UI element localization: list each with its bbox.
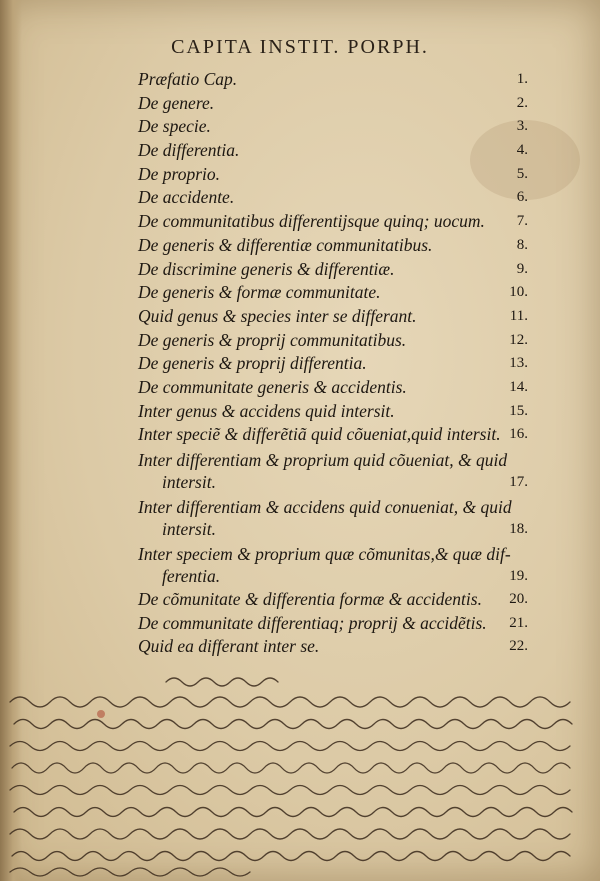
toc-entry-number: 18. [509, 521, 528, 537]
toc-entry [138, 376, 538, 400]
toc-entry [138, 447, 538, 494]
toc-entry-number: 10. [509, 284, 528, 301]
toc-entry-label: Præfatio Cap. [138, 69, 238, 89]
toc-entry-line2: intersit. [162, 472, 216, 492]
toc-entry [138, 186, 538, 210]
toc-entry-label: De genere. [138, 92, 215, 113]
toc-entry [138, 163, 538, 187]
toc-entry [138, 635, 538, 659]
toc-entry-number: 16. [509, 426, 528, 443]
toc-entry [138, 115, 538, 139]
toc-entry-label: De generis & differentiæ communitatibus. [138, 234, 433, 255]
toc-entry-label: De specie. [138, 116, 211, 137]
toc-entry-label: De accidente. [138, 187, 235, 208]
toc-entry-number: 8. [516, 236, 528, 253]
toc-entry-label: Quid genus & species inter se differant. [138, 305, 417, 326]
toc-entry-line1: Inter differentiam & proprium quid cõueniat, & quid [138, 450, 508, 470]
toc-entry-line1: Inter speciem & proprium quæ cõmunitas,& quæ dif- [138, 544, 511, 564]
toc-entry-number: 6. [516, 189, 528, 206]
toc-entry [138, 494, 538, 541]
toc-entry-number: 19. [509, 568, 528, 584]
toc-entry-number: 20. [509, 591, 528, 607]
handwritten-annotations [6, 672, 596, 877]
toc-entry-number: 11. [509, 307, 528, 324]
toc-entry [138, 139, 538, 163]
toc-entry-label [138, 496, 528, 540]
toc-entry-label: Inter genus & accidens quid intersit. [138, 400, 395, 421]
toc-entry-number: 14. [509, 378, 528, 395]
toc-entry [138, 258, 538, 282]
toc-entry-number: 21. [509, 614, 528, 631]
toc-entry-label: De generis & proprij differentia. [138, 353, 367, 374]
toc-entry-number: 1. [516, 71, 528, 87]
toc-entry-label: De proprio. [138, 163, 220, 184]
toc-entry-line1: Inter differentiam & accidens quid conueniat, & quid [138, 497, 512, 517]
toc-entry-label: De cõmunitate & differentia formæ & accidentis. [138, 589, 482, 609]
toc-entry-number: 7. [516, 213, 528, 230]
toc-entry-label: Quid ea differant inter se. [138, 636, 320, 657]
toc-entry-number: 22. [509, 638, 528, 655]
toc-entry [138, 588, 538, 612]
toc-entry-label: De discrimine generis & differentiæ. [138, 258, 395, 279]
toc-entry-label [138, 449, 528, 493]
toc-entry [138, 400, 538, 424]
toc-entry-label: Inter speciẽ & differẽtiã quid cõueniat,quid intersit. [138, 424, 501, 445]
toc-entry-number: 2. [516, 94, 528, 111]
page-title: CAPITA INSTIT. PORPH. [171, 36, 429, 58]
toc-entry-number: 13. [509, 355, 528, 372]
toc-entry-label: De generis & formæ communitate. [138, 282, 381, 303]
toc-entry-number: 9. [516, 260, 528, 277]
table-of-contents [138, 68, 538, 659]
toc-entry-label: De differentia. [138, 140, 240, 161]
toc-entry [138, 234, 538, 258]
toc-entry [138, 612, 538, 636]
handwriting-scribble [6, 672, 596, 877]
toc-entry [138, 281, 538, 305]
toc-entry [138, 352, 538, 376]
toc-entry [138, 541, 538, 588]
toc-entry [138, 92, 538, 116]
toc-entry-number: 12. [509, 331, 528, 348]
toc-entry-line2: ferentia. [162, 566, 221, 586]
toc-entry-number: 17. [509, 474, 528, 490]
toc-entry-label: De communitate generis & accidentis. [138, 376, 407, 397]
toc-entry-number: 5. [516, 165, 528, 182]
toc-entry-number: 15. [509, 402, 528, 419]
toc-entry-label [138, 543, 528, 587]
toc-entry-label: De communitate differentiaq; proprij & accidẽtis. [138, 612, 487, 633]
toc-entry [138, 423, 538, 447]
toc-entry [138, 305, 538, 329]
toc-entry-line2: intersit. [162, 519, 216, 539]
toc-entry-label: De communitatibus differentijsque quinq; uocum. [138, 211, 485, 232]
toc-entry [138, 210, 538, 234]
toc-entry [138, 329, 538, 353]
toc-entry-number: 4. [516, 142, 528, 159]
toc-entry-number: 3. [516, 118, 528, 135]
toc-entry [138, 68, 538, 92]
toc-entry-label: De generis & proprij communitatibus. [138, 329, 407, 350]
